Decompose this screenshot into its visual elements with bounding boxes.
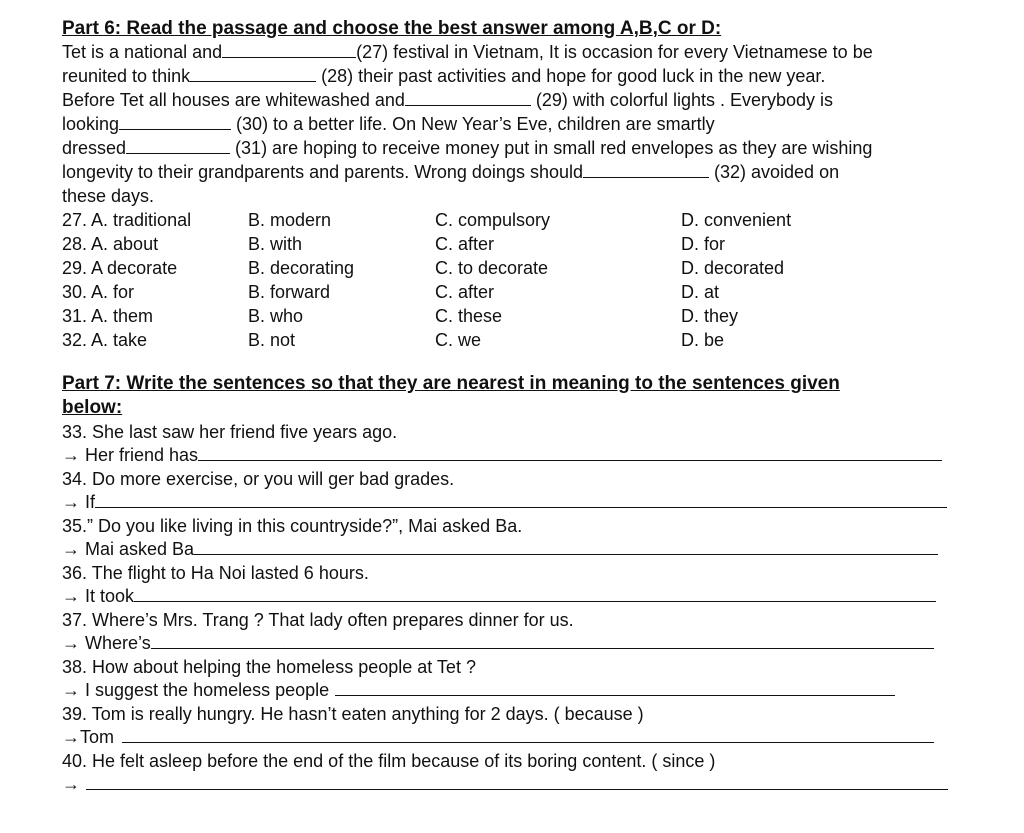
question-34: 34. Do more exercise, or you will ger bad grades.	[62, 469, 455, 489]
option-b: B. modern	[248, 210, 332, 230]
option-c: C. after	[435, 282, 495, 302]
part6-heading: Part 6: Read the passage and choose the best answer among A,B,C or D:	[62, 18, 722, 39]
option-c: C. compulsory	[435, 210, 551, 230]
answer-options	[62, 208, 972, 352]
passage-line: these days.	[62, 186, 155, 206]
option-c: C. after	[435, 234, 495, 254]
answer-blank	[95, 493, 947, 508]
option-row	[62, 280, 972, 304]
passage-line: Before Tet all houses are whitewashed and (29) with colorful lights . Everybody is	[62, 90, 834, 110]
passage-line: dressed (31) are hoping to receive money put in small red envelopes as they are wishing	[62, 138, 873, 158]
answer-line-36: → It took	[62, 585, 972, 608]
answer-blank	[194, 540, 938, 555]
option-d: D. at	[681, 282, 720, 302]
blank-27	[222, 42, 356, 58]
option-d: D. for	[681, 234, 726, 254]
blank-30	[119, 114, 231, 130]
answer-line-35: → Mai asked Ba	[62, 538, 972, 561]
option-b: B. decorating	[248, 258, 355, 278]
part7-heading: Part 7: Write the sentences so that they are nearest in meaning to the sentences given	[62, 373, 840, 394]
option-b: B. forward	[248, 282, 331, 302]
passage-line: longevity to their grandparents and parents. Wrong doings should (32) avoided on	[62, 162, 840, 182]
passage-line: Tet is a national and (27) festival in Vietnam, It is occasion for every Vietnamese to be	[62, 42, 873, 62]
answer-line-37: → Where’s	[62, 632, 972, 655]
option-d: D. decorated	[681, 258, 785, 278]
answer-line-39: →Tom	[62, 726, 972, 749]
option-row	[62, 232, 972, 256]
option-d: D. convenient	[681, 210, 792, 230]
option-b: B. with	[248, 234, 303, 254]
answer-blank	[151, 634, 934, 649]
question-35: 35.” Do you like living in this countryside?”, Mai asked Ba.	[62, 516, 523, 536]
answer-line-38: → I suggest the homeless people	[62, 679, 972, 702]
question-37: 37. Where’s Mrs. Trang ? That lady often prepares dinner for us.	[62, 610, 574, 630]
option-d: D. they	[681, 306, 739, 326]
option-a: 30. A. for	[62, 282, 135, 302]
question-33: 33. She last saw her friend five years ago.	[62, 422, 398, 442]
blank-29	[405, 90, 531, 106]
question-40: 40. He felt asleep before the end of the film because of its boring content. ( since )	[62, 751, 716, 771]
option-row	[62, 304, 972, 328]
part6-section	[62, 18, 972, 352]
option-c: C. these	[435, 306, 503, 326]
part7-section	[62, 372, 972, 796]
answer-blank	[86, 775, 948, 790]
blank-32	[583, 162, 709, 178]
blank-28	[190, 66, 316, 82]
option-b: B. who	[248, 306, 304, 326]
option-c: C. to decorate	[435, 258, 549, 278]
answer-line-40: →	[62, 773, 972, 796]
answer-line-34: → If	[62, 491, 972, 514]
answer-blank	[122, 728, 934, 743]
part7-heading-cont: below:	[62, 397, 123, 418]
option-d: D. be	[681, 330, 725, 350]
passage-line: looking (30) to a better life. On New Year’s Eve, children are smartly	[62, 114, 715, 134]
question-38: 38. How about helping the homeless people at Tet ?	[62, 657, 476, 677]
answer-line-33: → Her friend has	[62, 444, 972, 467]
blank-31	[126, 138, 230, 154]
option-a: 27. A. traditional	[62, 210, 192, 230]
option-b: B. not	[248, 330, 296, 350]
answer-blank	[198, 446, 942, 461]
passage-line: reunited to think (28) their past activities and hope for good luck in the new year.	[62, 66, 826, 86]
option-row	[62, 328, 972, 352]
answer-blank	[335, 681, 895, 696]
question-36: 36. The flight to Ha Noi lasted 6 hours.	[62, 563, 369, 583]
worksheet-page	[62, 18, 972, 796]
answer-blank	[134, 587, 936, 602]
option-a: 32. A. take	[62, 330, 148, 350]
option-a: 31. A. them	[62, 306, 154, 326]
option-a: 29. A decorate	[62, 258, 178, 278]
option-a: 28. A. about	[62, 234, 159, 254]
question-39: 39. Tom is really hungry. He hasn’t eaten anything for 2 days. ( because )	[62, 704, 644, 724]
option-row	[62, 208, 972, 232]
option-row	[62, 256, 972, 280]
option-c: C. we	[435, 330, 482, 350]
